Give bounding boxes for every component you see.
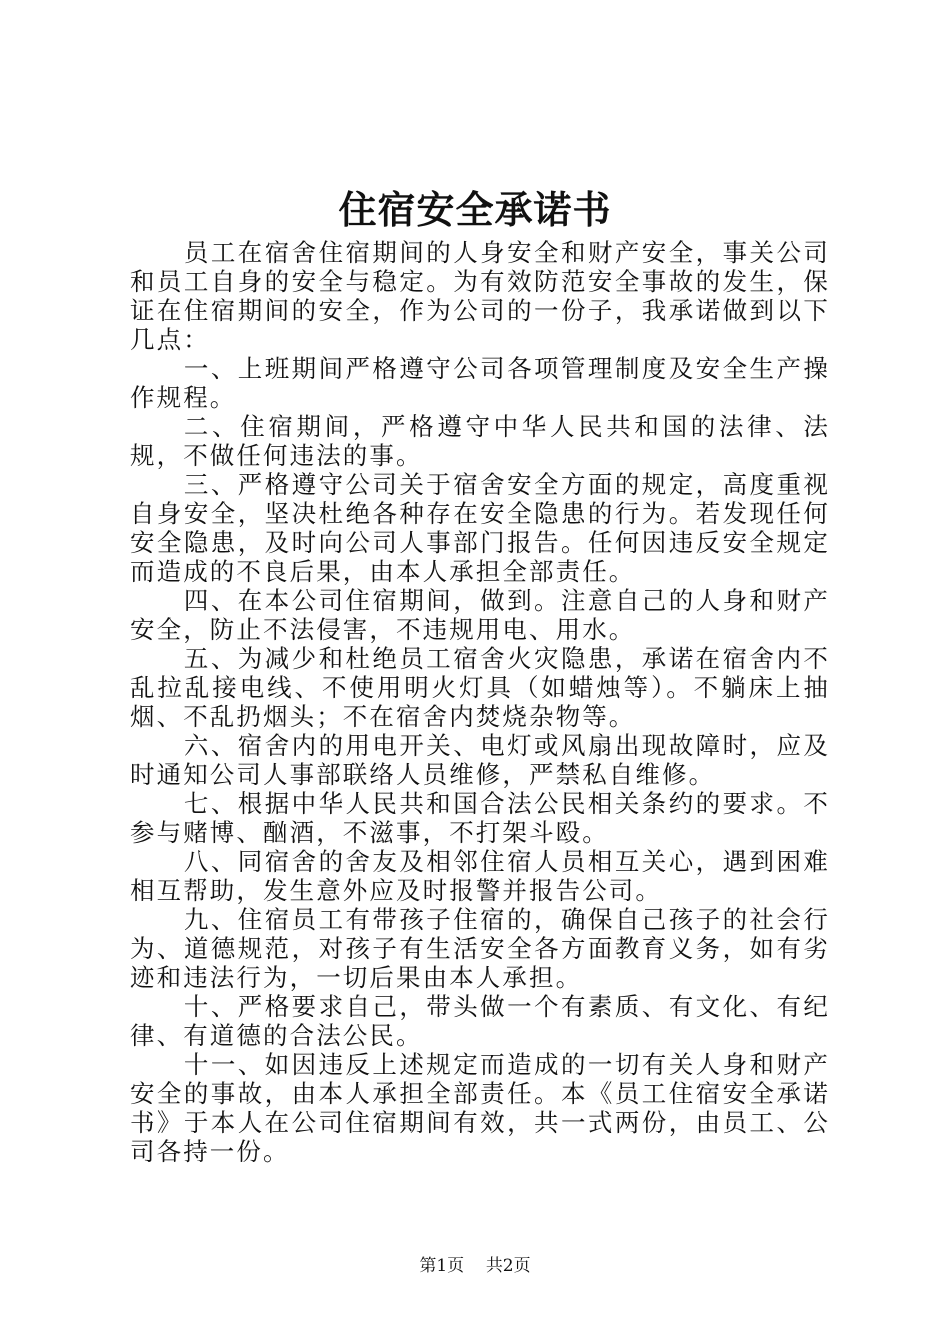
- document-body: [130, 238, 830, 1166]
- page-total: 共2页: [485, 1256, 531, 1276]
- clause-9: 九、住宿员工有带孩子住宿的，确保自己孩子的社会行为、道德规范，对孩子有生活安全各方面教育义务，如有劣迹和违法行为，一切后果由本人承担。: [130, 905, 830, 992]
- clause-5: 五、为减少和杜绝员工宿舍火灾隐患，承诺在宿舍内不乱拉乱接电线、不使用明火灯具（如蜡烛等）。不躺床上抽烟、不乱扔烟头；不在宿舍内焚烧杂物等。: [130, 644, 830, 731]
- clause-2: 二、住宿期间，严格遵守中华人民共和国的法律、法规，不做任何违法的事。: [130, 412, 830, 470]
- clause-3: 三、严格遵守公司关于宿舍安全方面的规定，高度重视自身安全，坚决杜绝各种存在安全隐患的行为。若发现任何安全隐患，及时向公司人事部门报告。任何因违反安全规定而造成的不良后果，由本人承担全部责任。: [130, 470, 830, 586]
- clause-11: 十一、如因违反上述规定而造成的一切有关人身和财产安全的事故，由本人承担全部责任。本《员工住宿安全承诺书》于本人在公司住宿期间有效，共一式两份，由员工、公司各持一份。: [130, 1050, 830, 1166]
- clause-6: 六、宿舍内的用电开关、电灯或风扇出现故障时，应及时通知公司人事部联络人员维修，严禁私自维修。: [130, 731, 830, 789]
- intro-paragraph: 员工在宿舍住宿期间的人身安全和财产安全，事关公司和员工自身的安全与稳定。为有效防范安全事故的发生，保证在住宿期间的安全，作为公司的一份子，我承诺做到以下几点：: [130, 238, 830, 354]
- footer-gap: [470, 1256, 481, 1276]
- page-title: 住宿安全承诺书: [338, 187, 612, 232]
- clause-1: 一、上班期间严格遵守公司各项管理制度及安全生产操作规程。: [130, 354, 830, 412]
- clause-4: 四、在本公司住宿期间，做到。注意自己的人身和财产安全，防止不法侵害，不违规用电、用水。: [130, 586, 830, 644]
- clause-10: 十、严格要求自己，带头做一个有素质、有文化、有纪律、有道德的合法公民。: [130, 992, 830, 1050]
- page-number: 第1页: [419, 1256, 465, 1276]
- page-footer: [0, 1255, 950, 1277]
- clause-7: 七、根据中华人民共和国合法公民相关条约的要求。不参与赌博、酗酒，不滋事，不打架斗殴。: [130, 789, 830, 847]
- clause-8: 八、同宿舍的舍友及相邻住宿人员相互关心，遇到困难相互帮助，发生意外应及时报警并报告公司。: [130, 847, 830, 905]
